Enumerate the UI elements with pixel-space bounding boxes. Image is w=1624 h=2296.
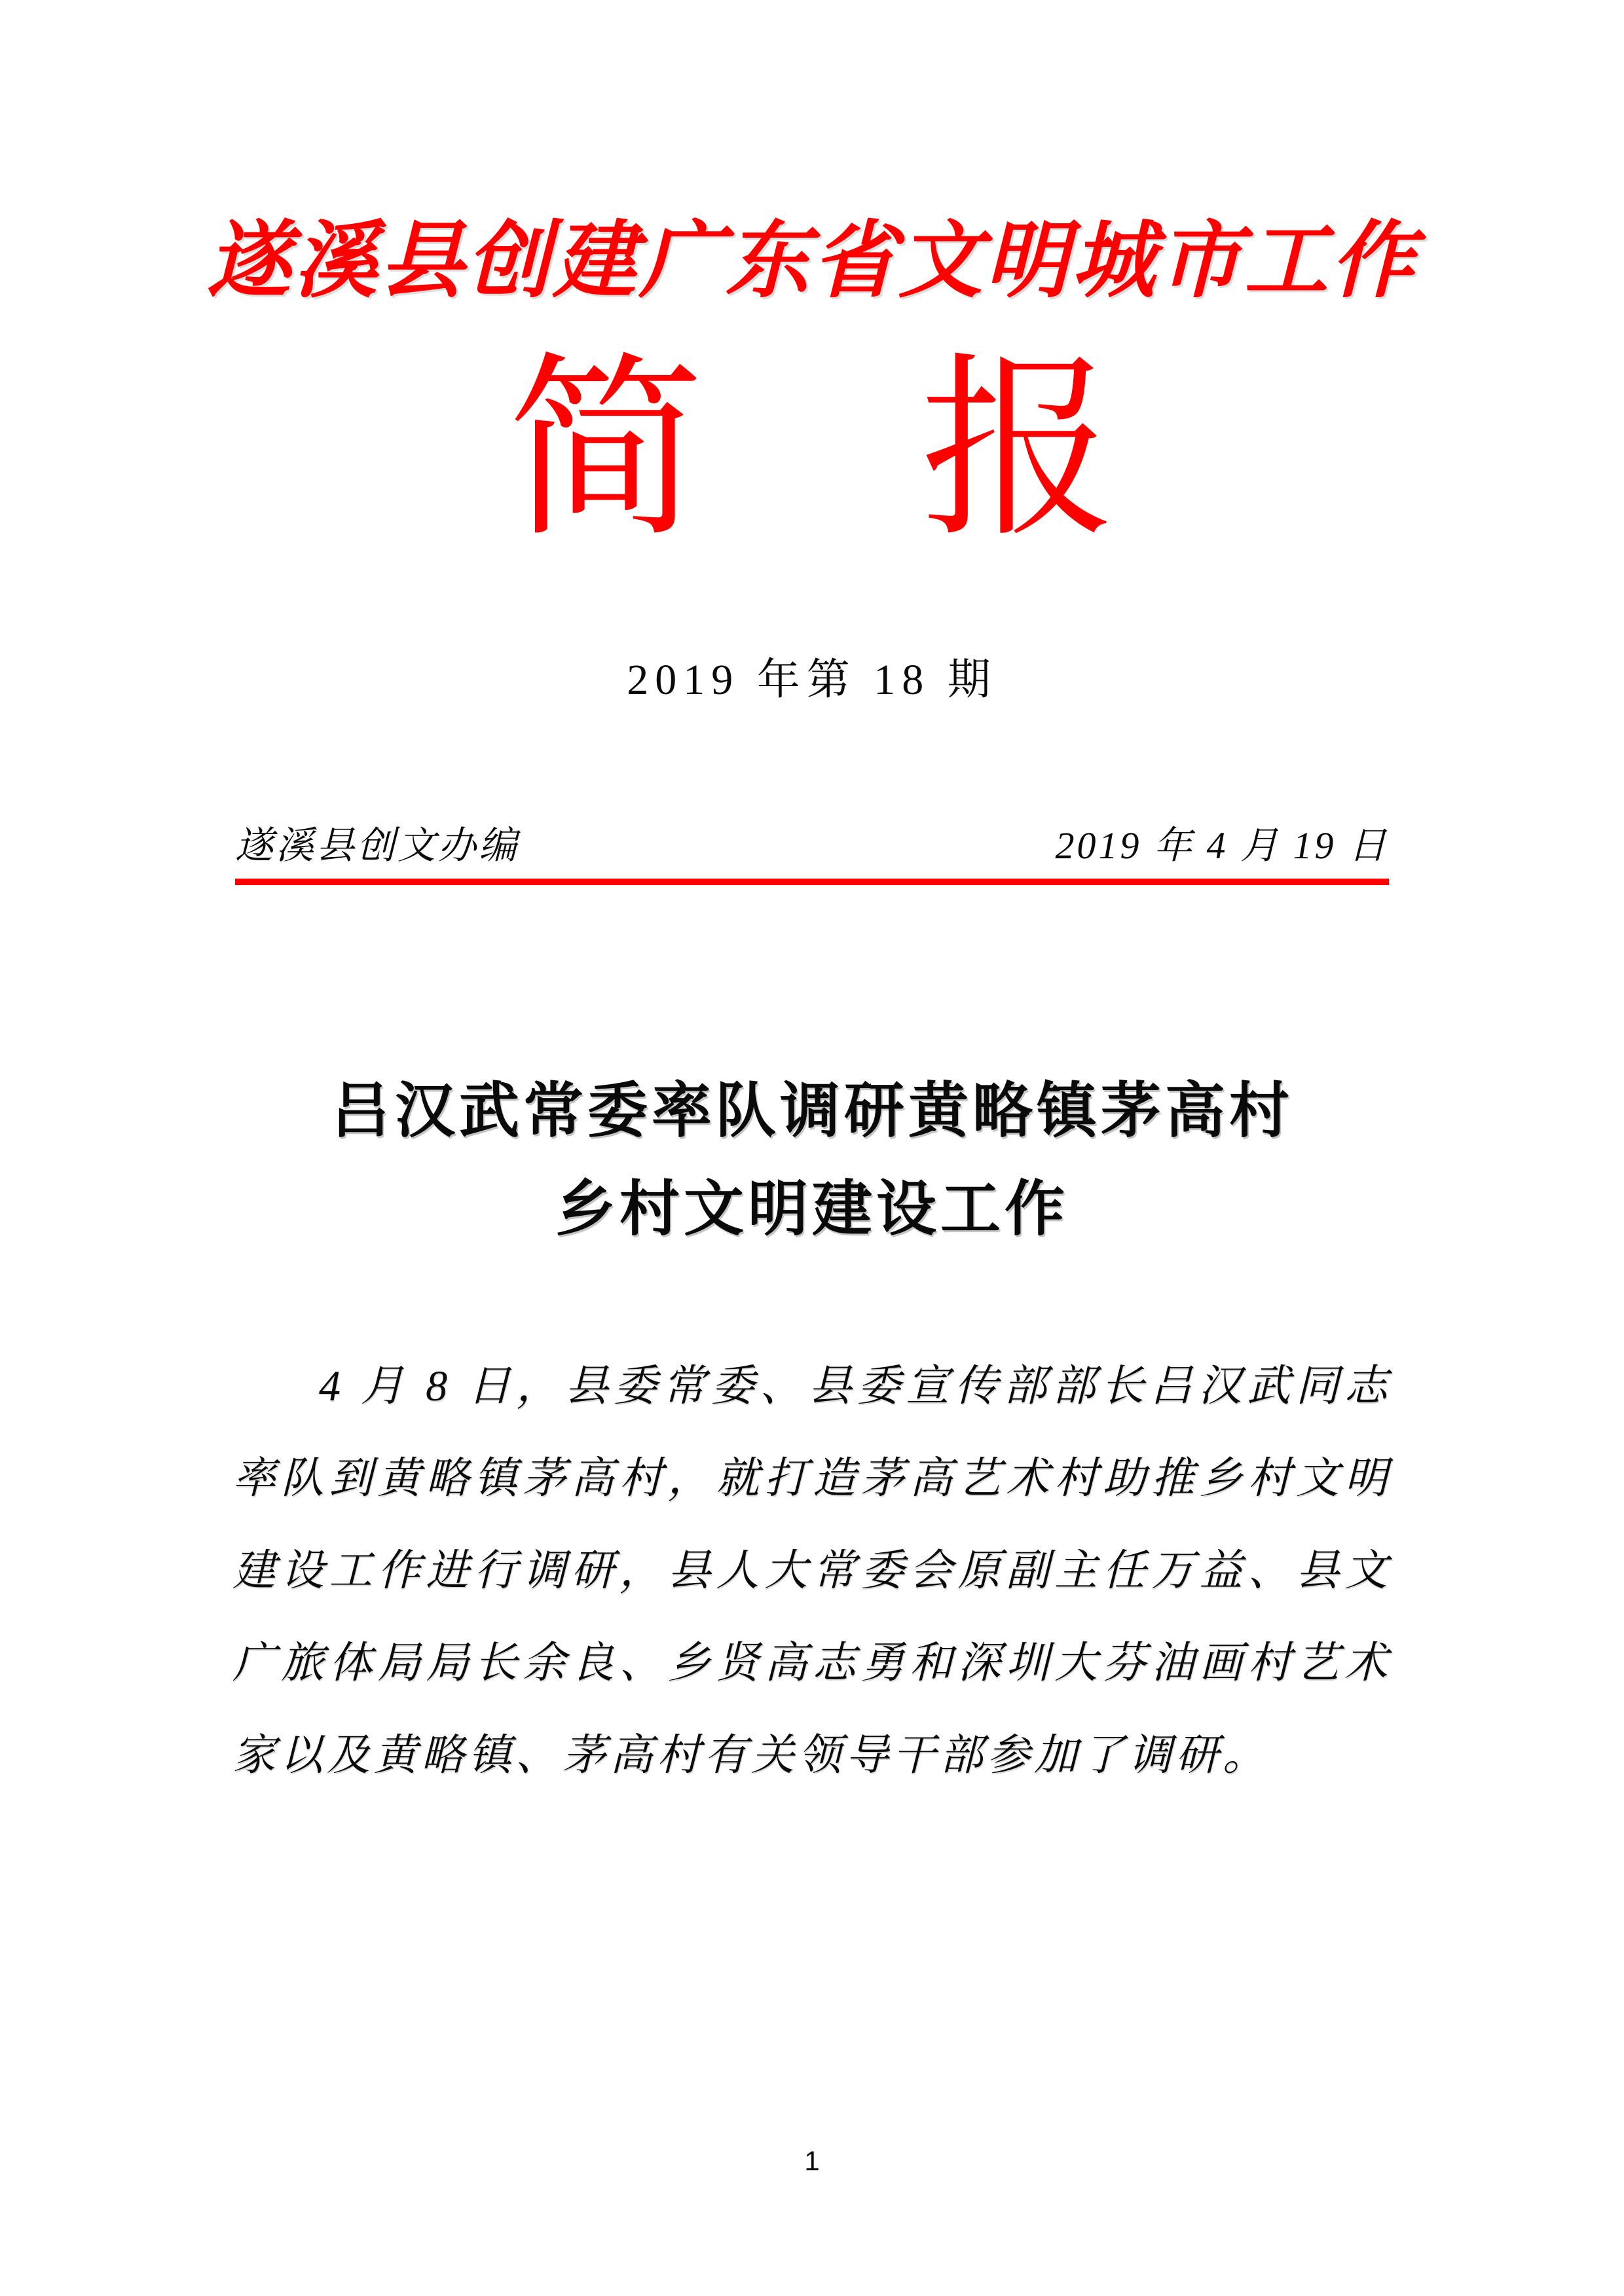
masthead-bulletin-title (0, 342, 1624, 560)
article-body-paragraph: 4 月 8 日，县委常委、县委宣传部部长吕汉武同志率队到黄略镇茅高村，就打造茅高艺术村助推乡村文明建设工作进行调研，县人大常委会原副主任万益、县文广旅体局局长余良、乡贤高志勇和深圳大芬油画村艺术家以及黄略镇、茅高村有关领导干部参加了调研。 (232, 1362, 1392, 1779)
red-divider-rule (235, 879, 1389, 885)
bulletin-char-left: 简 (507, 342, 704, 560)
meta-row (235, 814, 1389, 879)
article-title (0, 1062, 1624, 1258)
bulletin-char-right: 报 (920, 342, 1116, 560)
editor-credit: 遂溪县创文办编 (235, 824, 520, 867)
article-title-line2: 乡村文明建设工作 (555, 1176, 1069, 1243)
issue-number-line: 2019 年第 18 期 (627, 656, 997, 704)
page-number: 1 (804, 2145, 820, 2176)
article-title-line1: 吕汉武常委率队调研黄略镇茅高村 (330, 1078, 1293, 1144)
masthead-org-title: 遂溪县创建广东省文明城市工作 (206, 215, 1417, 308)
publish-date: 2019 年 4 月 19 日 (1055, 824, 1389, 867)
